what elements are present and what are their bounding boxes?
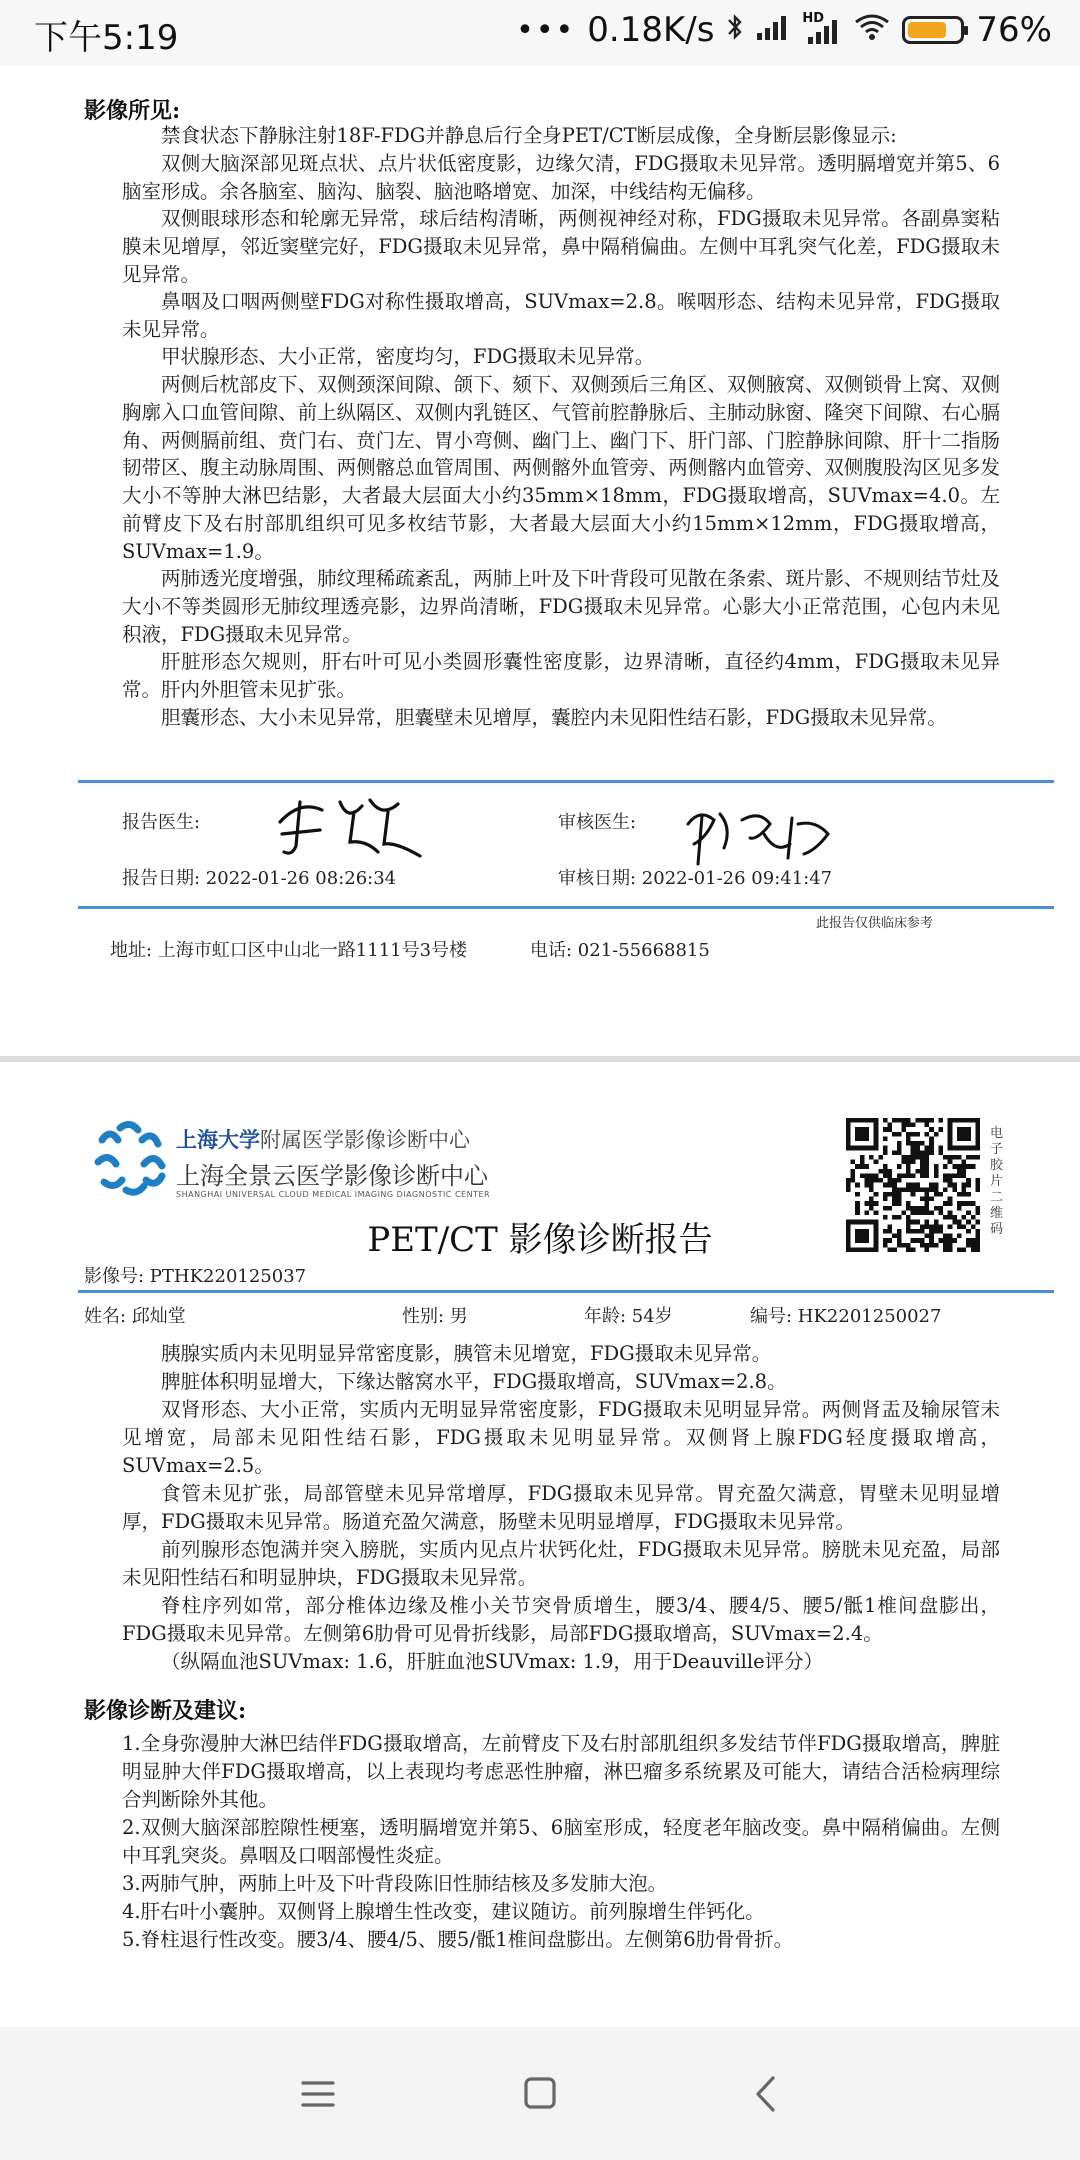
report-doctor-label: 报告医生: xyxy=(122,812,201,833)
patient-number: 编号: HK2201250027 xyxy=(750,1306,942,1327)
patient-name: 姓名: 邱灿堂 xyxy=(84,1306,186,1327)
logo-title-2: 上海全景云医学影像诊断中心 xyxy=(176,1162,488,1190)
hospital-logo xyxy=(92,1118,168,1198)
finding-paragraph: 双侧大脑深部见斑点状、点片状低密度影，边缘欠清，FDG摄取未见异常。透明膈增宽并第5、6脑室形成。余各脑室、脑沟、脑裂、脑池略增宽、加深，中线结构无偏移。 xyxy=(122,152,1000,203)
finding-paragraph: 脾脏体积明显增大，下缘达髂窝水平，FDG摄取增高，SUVmax=2.8。 xyxy=(161,1370,787,1393)
finding-paragraph: （纵隔血池SUVmax: 1.6，肝脏血池SUVmax: 1.9，用于Deauville评分） xyxy=(161,1650,824,1673)
signal-icon xyxy=(756,10,790,50)
navigation-bar xyxy=(0,2027,1080,2160)
divider xyxy=(78,1290,1054,1293)
finding-paragraph: 脊柱序列如常，部分椎体边缘及椎小关节突骨质增生，腰3/4、腰4/5、腰5/骶1椎间盘膨出，FDG摄取未见异常。左侧第6肋骨可见骨折线影，局部FDG摄取增高，SUVmax=2.4。 xyxy=(122,1594,1000,1645)
finding-paragraph: 鼻咽及口咽两侧壁FDG对称性摄取增高，SUVmax=2.8。喉咽形态、结构未见异常，FDG摄取未见异常。 xyxy=(122,290,1000,341)
hd-signal-icon: HD xyxy=(802,15,842,45)
back-icon xyxy=(742,2071,792,2117)
status-icons xyxy=(504,10,1052,50)
phone: 电话: 021-55668815 xyxy=(530,940,710,961)
patient-age: 年龄: 54岁 xyxy=(584,1306,673,1327)
finding-paragraph: 两侧后枕部皮下、双侧颈深间隙、颌下、颏下、双侧颈后三角区、双侧腋窝、双侧锁骨上窝、双侧胸廓入口血管间隙、前上纵隔区、双侧内乳链区、气管前腔静脉后、主肺动脉窗、隆突下间隙、右心膈角、两侧膈前组、贲门右、贲门左、胃小弯侧、幽门上、幽门下、肝门部、门腔静脉间隙、肝十二指肠韧带区、腹主动脉周围、两侧髂总血管周围、两侧髂外血管旁、两侧髂内血管旁、双侧腹股沟区见多发大小不等肿大淋巴结影，大者最大层面大小约35mm×18mm，FDG摄取增高，SUVmax=4.0。左前臂皮下及右肘部肌组织可见多枚结节影，大者最大层面大小约15mm×12mm，FDG摄取增高，SUVmax=1.9。 xyxy=(122,373,1000,563)
finding-paragraph: 食管未见扩张，局部管壁未见异常增厚，FDG摄取未见异常。胃充盈欠满意，胃壁未见明显增厚，FDG摄取未见异常。肠道充盈欠满意，肠壁未见明显增厚，FDG摄取未见异常。 xyxy=(122,1482,1000,1533)
finding-paragraph: 胆囊形态、大小未见异常，胆囊壁未见增厚，囊腔内未见阳性结石影，FDG摄取未见异常。 xyxy=(161,706,947,729)
clinical-reference-note: 此报告仅供临床参考 xyxy=(816,916,934,931)
diagnosis-heading: 影像诊断及建议: xyxy=(84,1698,247,1724)
battery-icon xyxy=(902,16,964,44)
diagnosis-item: 1.全身弥漫肿大淋巴结伴FDG摄取增高，左前臂皮下及右肘部肌组织多发结节伴FDG摄取增高，脾脏明显肿大伴FDG摄取增高，以上表现均考虑恶性肿瘤，淋巴瘤多系统累及可能大，请结合活检病理综合判断除外其他。 xyxy=(122,1732,1000,1811)
home-button[interactable] xyxy=(515,2071,565,2117)
logo-english: SHANGHAI UNIVERSAL CLOUD MEDICAL IMAGING DIAGNOSTIC CENTER xyxy=(176,1190,491,1199)
diagnosis-item: 3.两肺气肿，两肺上叶及下叶背段陈旧性肺结核及多发肺大泡。 xyxy=(122,1872,668,1895)
image-number: 影像号: PTHK220125037 xyxy=(84,1266,307,1287)
menu-icon xyxy=(293,2071,343,2117)
status-time: 下午5:19 xyxy=(34,18,179,58)
back-button[interactable] xyxy=(742,2071,792,2117)
diagnosis-item: 5.脊柱退行性改变。腰3/4、腰4/5、腰5/骶1椎间盘膨出。左侧第6肋骨骨折。 xyxy=(122,1928,794,1951)
report-date: 报告日期: 2022-01-26 08:26:34 xyxy=(122,868,397,889)
finding-paragraph: 前列腺形态饱满并突入膀胱，实质内见点片状钙化灶，FDG摄取未见异常。膀胱未见充盈，局部未见阳性结石和明显肿块，FDG摄取未见异常。 xyxy=(122,1538,1000,1589)
battery-percent: 76% xyxy=(976,10,1052,50)
status-bar xyxy=(0,0,1080,66)
report-page-1 xyxy=(0,66,1080,1056)
review-doctor-signature xyxy=(680,794,840,870)
report-page-2 xyxy=(0,1062,1080,2027)
bluetooth-icon xyxy=(726,12,744,49)
review-date: 审核日期: 2022-01-26 09:41:47 xyxy=(558,868,833,889)
patient-sex: 性别: 男 xyxy=(402,1306,468,1327)
logo-title-1: 上海大学附属医学影像诊断中心 xyxy=(176,1128,470,1152)
report-doctor-signature xyxy=(270,782,430,864)
network-speed: 0.18K/s xyxy=(587,10,715,50)
divider xyxy=(78,780,1054,783)
home-icon xyxy=(515,2071,565,2117)
address: 地址: 上海市虹口区中山北一路1111号3号楼 xyxy=(110,940,468,961)
battery-fill xyxy=(908,22,945,38)
menu-button[interactable] xyxy=(293,2071,343,2117)
review-doctor-label: 审核医生: xyxy=(558,812,637,833)
finding-paragraph: 双侧眼球形态和轮廓无异常，球后结构清晰，两侧视神经对称，FDG摄取未见异常。各副鼻窦粘膜未见增厚，邻近窦壁完好，FDG摄取未见异常，鼻中隔稍偏曲。左侧中耳乳突气化差，FDG摄取未见异常。 xyxy=(122,207,1000,286)
finding-paragraph: 双肾形态、大小正常，实质内无明显异常密度影，FDG摄取未见明显异常。两侧肾盂及输尿管未见增宽，局部未见阳性结石影，FDG摄取未见明显异常。双侧肾上腺FDG轻度摄取增高，SUVmax=2.5。 xyxy=(122,1398,1000,1477)
divider xyxy=(78,906,1054,909)
more-dots-icon: ••• xyxy=(516,12,576,48)
wifi-icon xyxy=(854,10,890,50)
qr-caption: 电子胶片二维码 xyxy=(990,1126,1004,1237)
report-title: PET/CT 影像诊断报告 xyxy=(367,1220,713,1260)
finding-paragraph: 甲状腺形态、大小正常，密度均匀，FDG摄取未见异常。 xyxy=(161,345,655,368)
finding-paragraph: 两肺透光度增强，肺纹理稀疏紊乱，两肺上叶及下叶背段可见散在条索、斑片影、不规则结节灶及大小不等类圆形无肺纹理透亮影，边界尚清晰，FDG摄取未见异常。心影大小正常范围，心包内未见积液，FDG摄取未见异常。 xyxy=(122,567,1000,646)
diagnosis-item: 4.肝右叶小囊肿。双侧肾上腺增生性改变，建议随访。前列腺增生伴钙化。 xyxy=(122,1900,765,1923)
finding-paragraph: 胰腺实质内未见明显异常密度影，胰管未见增宽，FDG摄取未见异常。 xyxy=(161,1342,772,1365)
findings-heading: 影像所见: xyxy=(84,98,181,124)
finding-paragraph: 肝脏形态欠规则，肝右叶可见小类圆形囊性密度影，边界清晰，直径约4mm，FDG摄取未见异常。肝内外胆管未见扩张。 xyxy=(122,650,1000,701)
finding-paragraph: 禁食状态下静脉注射18F-FDG并静息后行全身PET/CT断层成像，全身断层影像显示: xyxy=(161,124,897,147)
diagnosis-item: 2.双侧大脑深部腔隙性梗塞，透明膈增宽并第5、6脑室形成，轻度老年脑改变。鼻中隔稍偏曲。左侧中耳乳突炎。鼻咽及口咽部慢性炎症。 xyxy=(122,1816,1000,1867)
